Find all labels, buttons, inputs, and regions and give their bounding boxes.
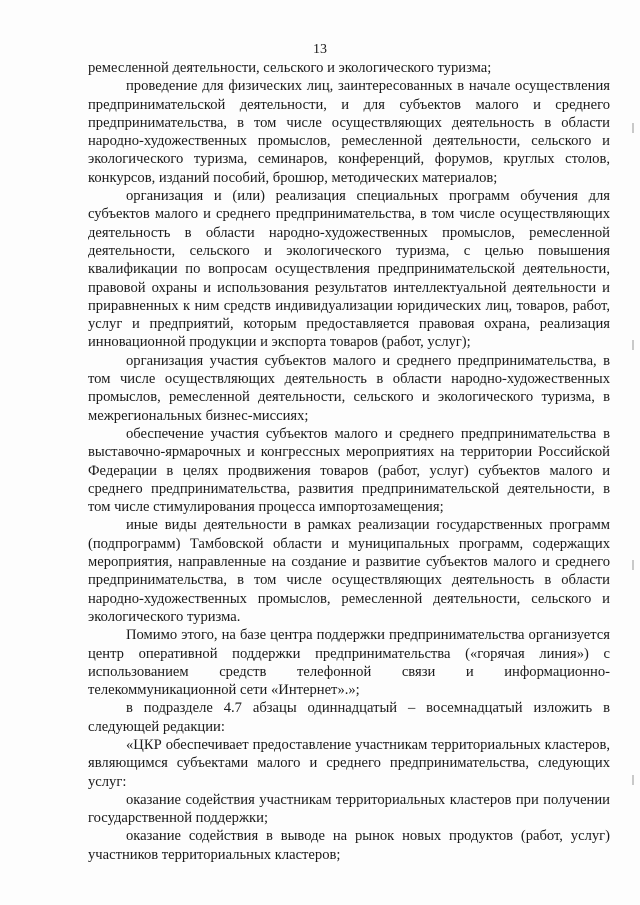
paragraph: оказание содействия в выводе на рынок новых продуктов (работ, услуг) участников территориальных кластеров; [88,828,610,863]
page-number: 13 [313,42,327,57]
paragraph: обеспечение участия субъектов малого и среднего предпринимательства в выставочно-ярмарочных и конгрессных мероприятиях на территории Российской Федерации в целях продвижения товаров (работ, услуг) субъектов малого и среднего предпринимательства, развития предпринимательской деятельности, в том числе стимулирования процесса импортозамещения; [88,425,610,516]
paragraph: ремесленной деятельности, сельского и экологического туризма; [88,60,492,76]
paragraph: в подразделе 4.7 абзацы одиннадцатый – восемнадцатый изложить в следующей редакции: [88,700,610,735]
paragraph: проведение для физических лиц, заинтересованных в начале осуществления предпринимательской деятельности, и для субъектов малого и среднего предпринимательства, в том числе осуществляющих деятельность в области народно-художественных промыслов, ремесленной деятельности, сельского и экологического туризма, семинаров, конференций, форумов, круглых столов, конкурсов, изданий пособий, брошюр, методических материалов; [88,78,610,186]
scan-artifact [632,123,634,133]
scan-artifact [632,340,634,350]
paragraph: «ЦКР обеспечивает предоставление участникам территориальных кластеров, являющимся субъектами малого и среднего предпринимательства, следующих услуг: [88,736,610,790]
paragraph: оказание содействия участникам территориальных кластеров при получении государственной поддержки; [88,791,610,827]
scan-artifact [632,775,634,785]
scan-artifact [632,560,634,570]
paragraph: Помимо этого, на базе центра поддержки предпринимательства организуется центр оперативной поддержки предпринимательства («горячая линия») с использованием средств телефонной связи и информационно-телекоммуникационной сети «Интернет».»; [88,627,610,699]
body-text [88,59,610,864]
paragraph: организация и (или) реализация специальных программ обучения для субъектов малого и среднего предпринимательства, в том числе осуществляющих деятельность в области народно-художественных промыслов, ремесленной деятельности, сельского и экологического туризма, с целью повышения квалификации по вопросам осуществления предпринимательской деятельности, правовой охраны и использования результатов интеллектуальной деятельности и приравненных к ним средств индивидуализации юридических лиц, товаров, работ, услуг и предприятий, которым предоставляется правовая охрана, реализация инновационной продукции и экспорта товаров (работ, услуг); [88,188,610,351]
paragraph: иные виды деятельности в рамках реализации государственных программ (подпрограмм) Тамбовской области и муниципальных программ, содержащих мероприятия, направленные на создание и развитие субъектов малого и среднего предпринимательства, в том числе осуществляющих деятельность в области народно-художественных промыслов, ремесленной деятельности, сельского и экологического туризма. [88,517,610,625]
paragraph: организация участия субъектов малого и среднего предпринимательства, в том числе осуществляющих деятельность в области народно-художественных промыслов, ремесленной деятельности, сельского и экологического туризма, в межрегиональных бизнес-миссиях; [88,352,610,424]
